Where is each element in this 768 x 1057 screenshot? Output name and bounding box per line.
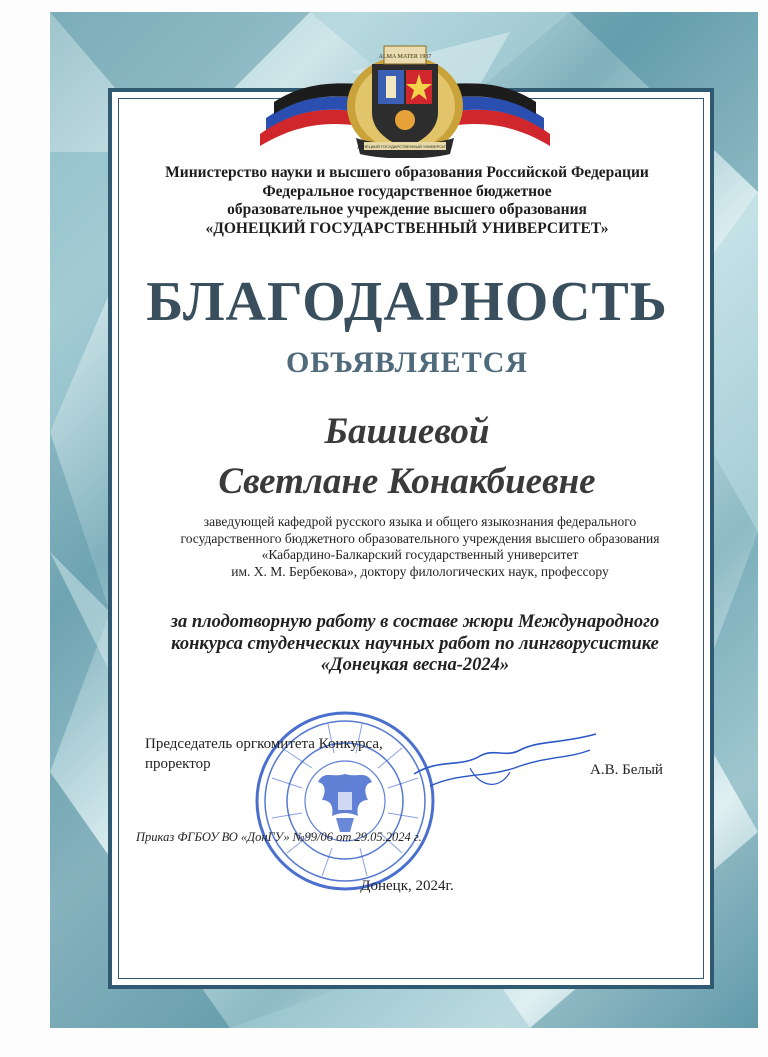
signer-title bbox=[145, 734, 383, 774]
certificate-title: БЛАГОДАРНОСТЬ bbox=[146, 271, 668, 333]
signer-name: А.В. Белый bbox=[590, 762, 663, 778]
university-emblem bbox=[260, 42, 550, 158]
ministry-line: «ДОНЕЦКИЙ ГОСУДАРСТВЕННЫЙ УНИВЕРСИТЕТ» bbox=[205, 219, 609, 237]
position-line: заведующей кафедрой русского языка и общего языкознания федерального bbox=[203, 514, 637, 529]
recipient-surname: Башиевой bbox=[324, 411, 490, 452]
ministry-line: Министерство науки и высшего образования Российской Федерации bbox=[165, 164, 649, 181]
position-line: «Кабардино-Балкарский государственный университет bbox=[261, 547, 579, 562]
signer-title-line: проректор bbox=[145, 756, 211, 772]
svg-text:ДОНЕЦКИЙ ГОСУДАРСТВЕННЫЙ УНИВЕ: ДОНЕЦКИЙ ГОСУДАРСТВЕННЫЙ УНИВЕРСИТЕТ bbox=[357, 144, 453, 149]
reason-line: конкурса студенческих научных работ по лингворусистике bbox=[171, 633, 659, 654]
signature bbox=[410, 728, 600, 798]
order-reference: Приказ ФГБОУ ВО «ДонГУ» №99/06 от 29.05.2024 г. bbox=[136, 830, 422, 844]
certificate bbox=[50, 12, 758, 1028]
award-reason bbox=[145, 612, 685, 677]
ministry-line: Федеральное государственное бюджетное bbox=[262, 182, 552, 200]
reason-line: за плодотворную работу в составе жюри Международного bbox=[170, 612, 660, 632]
ministry-header bbox=[120, 164, 694, 238]
reason-line: «Донецкая весна-2024» bbox=[320, 655, 510, 675]
recipient-name: Светлане Конакбиевне bbox=[218, 461, 596, 502]
recipient-position bbox=[170, 514, 670, 580]
ministry-line: образовательное учреждение высшего образования bbox=[227, 201, 587, 218]
signer-title-line: Председатель оргкомитета Конкурса, bbox=[145, 736, 383, 752]
city-year: Донецк, 2024г. bbox=[360, 878, 454, 894]
position-line: им. Х. М. Бербекова», доктору филологических наук, профессору bbox=[231, 563, 609, 579]
certificate-subtitle: ОБЪЯВЛЯЕТСЯ bbox=[285, 346, 529, 379]
position-line: государственного бюджетного образовательного учреждения высшего образования bbox=[180, 530, 660, 546]
svg-text:ALMA MATER 1937: ALMA MATER 1937 bbox=[378, 54, 432, 60]
